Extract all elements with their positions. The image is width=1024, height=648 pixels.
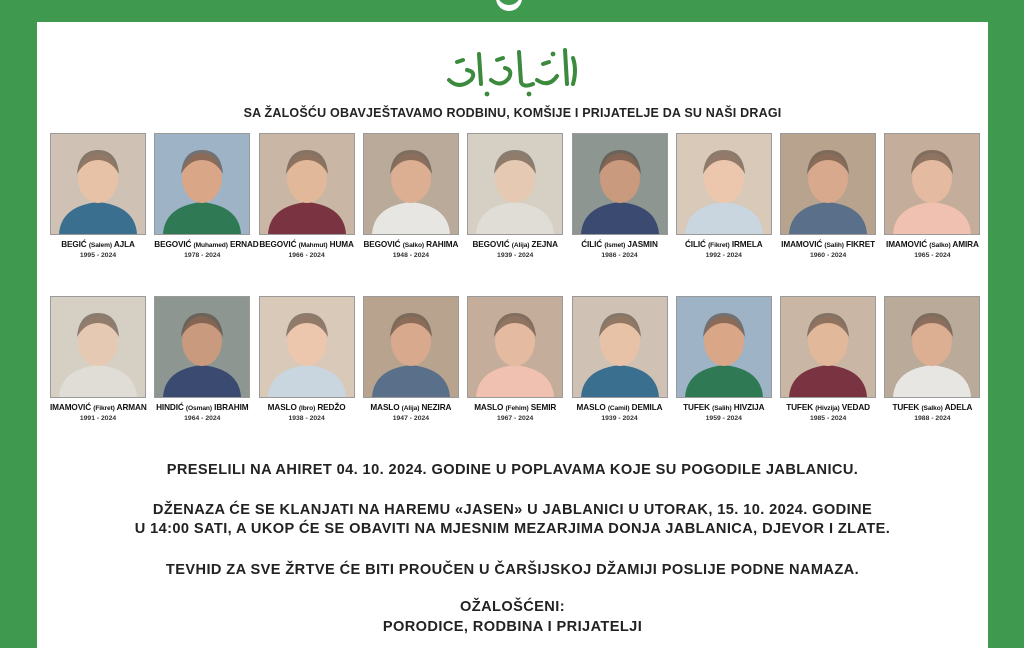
- person-name: [467, 403, 563, 412]
- portrait-card: [363, 133, 459, 259]
- person-years: 1939 - 2024: [497, 252, 534, 259]
- person-name: [676, 240, 772, 249]
- portrait-card: [154, 133, 259, 259]
- person-years: 1964 - 2024: [184, 415, 221, 422]
- person-first-name: JASMIN: [627, 240, 658, 249]
- person-father-name: (Salem): [88, 242, 112, 249]
- person-surname: TUFEK: [786, 403, 814, 412]
- person-surname: BEGOVIĆ: [259, 240, 297, 249]
- crescent-icon: [491, 0, 527, 14]
- portrait-photo: [363, 296, 459, 398]
- portrait-card: [50, 296, 146, 422]
- portrait-card: [50, 133, 146, 259]
- portrait-card: [154, 296, 250, 422]
- person-years: 1991 - 2024: [79, 415, 117, 422]
- person-father-name: (Fehim): [505, 405, 529, 412]
- person-first-name: HIVZIJA: [733, 403, 765, 412]
- person-first-name: RAHIMA: [426, 240, 459, 249]
- portrait-photo: [50, 296, 146, 398]
- portrait-card: [572, 296, 668, 422]
- portrait-card: [467, 296, 563, 422]
- arabic-calligraphy: [437, 40, 587, 102]
- person-first-name: REDŽO: [317, 403, 346, 412]
- portrait-card: [259, 296, 355, 422]
- person-first-name: VEDAD: [841, 403, 870, 412]
- person-father-name: (Alija): [511, 242, 530, 249]
- portrait-photo: [780, 133, 876, 235]
- person-name: [780, 240, 876, 249]
- portrait-photo: [467, 296, 563, 398]
- person-first-name: IBRAHIM: [214, 403, 249, 412]
- date-of-death-line: PRESELILI NA AHIRET 04. 10. 2024. GODINE U POPLAVAMA KOJE SU POGODILE JABLANICU.: [166, 462, 859, 478]
- portrait-photo: [572, 133, 668, 235]
- person-years: 1985 - 2024: [809, 415, 847, 422]
- portrait-card: [363, 296, 459, 422]
- person-surname: MASLO: [267, 403, 297, 412]
- person-first-name: AMIRA: [952, 240, 979, 249]
- portrait-card: [676, 296, 772, 422]
- person-surname: HINDIĆ: [156, 403, 184, 412]
- portrait-photo: [50, 133, 146, 235]
- person-surname: BEGOVIĆ: [154, 240, 192, 249]
- portrait-card: [780, 296, 876, 422]
- person-surname: BEGOVIĆ: [363, 240, 401, 249]
- obituary-sheet: [37, 22, 988, 648]
- portrait-photo: [676, 133, 772, 235]
- person-father-name: (Camil): [607, 405, 630, 412]
- person-years: 1986 - 2024: [601, 252, 638, 259]
- person-years: 1939 - 2024: [601, 415, 638, 422]
- person-father-name: (Salih): [712, 405, 732, 412]
- portrait-photo: [259, 133, 355, 235]
- person-name: [676, 403, 772, 412]
- portrait-photo: [363, 133, 459, 235]
- portrait-photo: [780, 296, 876, 398]
- person-surname: MASLO: [474, 403, 504, 412]
- portrait-photo: [154, 296, 250, 398]
- person-name: [884, 240, 980, 249]
- person-name: [259, 403, 355, 412]
- person-name: [363, 240, 459, 249]
- portrait-card: [467, 133, 563, 259]
- person-surname: TUFEK: [892, 403, 920, 412]
- person-years: 1960 - 2024: [809, 252, 847, 259]
- person-name: [467, 240, 563, 249]
- person-first-name: ARMAN: [116, 403, 147, 412]
- person-name: [154, 403, 250, 412]
- person-father-name: (Alija): [401, 405, 420, 412]
- portrait-photo: [884, 133, 980, 235]
- person-years: 1959 - 2024: [705, 415, 742, 422]
- person-name: [884, 403, 980, 412]
- funeral-line-2: U 14:00 SATI, A UKOP ĆE SE OBAVITI NA MJESNIM MEZARJIMA DONJA JABLANICA, DJEVOR I ZLATE.: [134, 521, 891, 537]
- person-name: [572, 240, 668, 249]
- person-father-name: (Muhamed): [193, 242, 228, 249]
- person-name: [363, 403, 459, 412]
- person-father-name: (Salih): [824, 242, 844, 249]
- person-surname: MASLO: [370, 403, 400, 412]
- person-name: [50, 403, 146, 412]
- person-father-name: (Salko): [921, 405, 943, 412]
- portrait-card: [884, 296, 980, 422]
- person-first-name: AJLA: [113, 240, 135, 249]
- person-years: 1938 - 2024: [288, 415, 325, 422]
- person-surname: IMAMOVIĆ: [886, 240, 928, 249]
- person-name: [154, 240, 259, 249]
- portrait-photo: [572, 296, 668, 398]
- funeral-line-1: DŽENAZA ĆE SE KLANJATI NA HAREMU «JASEN» U JABLANICI U UTORAK, 15. 10. 2024. GODINE: [152, 502, 873, 518]
- portrait-card: [259, 133, 355, 259]
- person-father-name: (Hivzija): [815, 405, 840, 412]
- person-surname: TUFEK: [683, 403, 710, 412]
- person-father-name: (Salko): [929, 242, 951, 249]
- person-father-name: (Ismet): [604, 242, 626, 249]
- person-surname: IMAMOVIĆ: [781, 240, 823, 249]
- person-father-name: (Fikret): [93, 405, 115, 412]
- person-first-name: ERNAD: [230, 240, 259, 249]
- portrait-photo: [467, 133, 563, 235]
- person-years: 1947 - 2024: [392, 415, 430, 422]
- person-surname: BEGOVIĆ: [472, 240, 510, 249]
- person-name: [780, 403, 876, 412]
- person-first-name: ZEJNA: [531, 240, 558, 249]
- portrait-card: [884, 133, 980, 259]
- person-surname: ĆILIĆ: [581, 240, 603, 249]
- portrait-photo: [259, 296, 355, 398]
- person-surname: MASLO: [576, 403, 606, 412]
- person-name: [572, 403, 668, 412]
- person-years: 1992 - 2024: [705, 252, 742, 259]
- person-father-name: (Mahmut): [298, 242, 328, 249]
- person-years: 1965 - 2024: [914, 252, 951, 259]
- person-first-name: ADELA: [944, 403, 973, 412]
- mourners-title: OŽALOŠĆENI:: [460, 599, 565, 615]
- person-name: [50, 240, 146, 249]
- person-father-name: (Salko): [402, 242, 424, 249]
- portrait-card: [676, 133, 772, 259]
- person-surname: IMAMOVIĆ: [50, 403, 92, 412]
- person-surname: ĆILIĆ: [684, 240, 706, 249]
- person-years: 1988 - 2024: [914, 415, 951, 422]
- person-first-name: DEMILA: [631, 403, 663, 412]
- person-years: 1948 - 2024: [392, 252, 430, 259]
- person-surname: BEGIĆ: [61, 240, 87, 249]
- person-first-name: FIKRET: [846, 240, 876, 249]
- person-first-name: HUMA: [329, 240, 354, 249]
- person-first-name: SEMIR: [530, 403, 557, 412]
- portrait-photo: [154, 133, 250, 235]
- portrait-photo: [884, 296, 980, 398]
- person-father-name: (Osman): [185, 405, 212, 412]
- person-father-name: (Fikret): [708, 242, 730, 249]
- person-years: 1966 - 2024: [288, 252, 325, 259]
- person-years: 1978 - 2024: [184, 252, 221, 259]
- person-first-name: IRMELA: [731, 240, 763, 249]
- person-years: 1995 - 2024: [79, 252, 117, 259]
- person-first-name: NEZIRA: [421, 403, 452, 412]
- intro-text: SA ŽALOŠĆU OBAVJEŠTAVAMO RODBINU, KOMŠIJE I PRIJATELJE DA SU NAŠI DRAGI: [243, 106, 782, 120]
- mourners-names: PORODICE, RODBINA I PRIJATELJI: [382, 619, 643, 635]
- portrait-card: [572, 133, 668, 259]
- person-father-name: (Ibro): [298, 405, 316, 412]
- portrait-card: [780, 133, 876, 259]
- person-name: [259, 240, 355, 249]
- person-years: 1967 - 2024: [497, 415, 534, 422]
- tevhid-line: TEVHID ZA SVE ŽRTVE ĆE BITI PROUČEN U ČARŠIJSKOJ DŽAMIJI POSLIJE PODNE NAMAZA.: [165, 562, 860, 578]
- portrait-photo: [676, 296, 772, 398]
